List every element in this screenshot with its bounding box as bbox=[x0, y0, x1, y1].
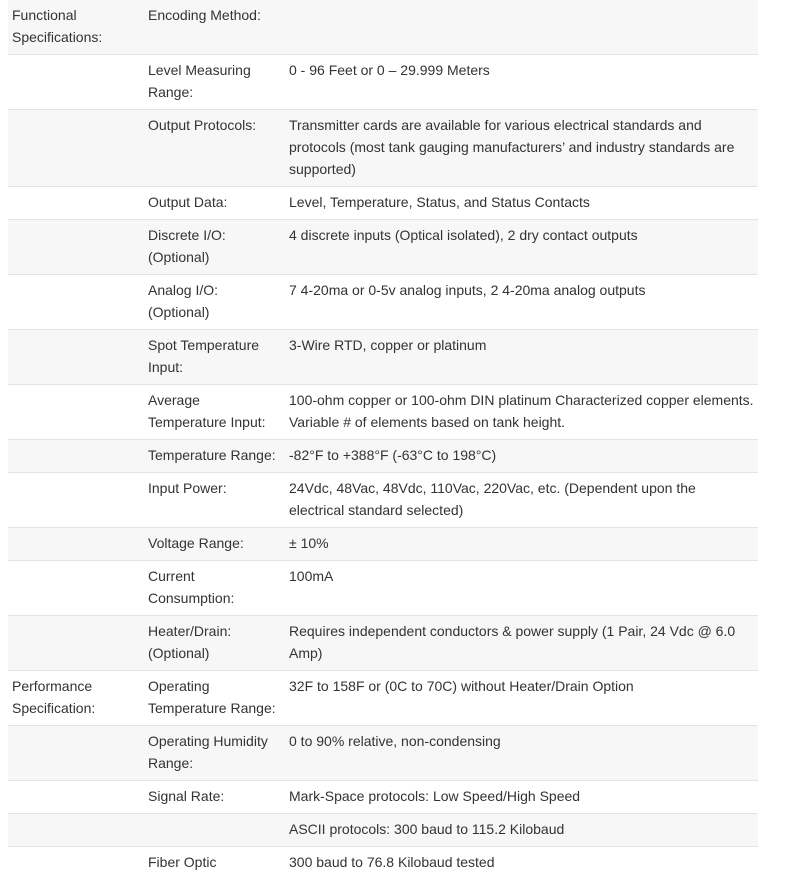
specifications-table bbox=[8, 0, 758, 872]
section-label bbox=[8, 110, 144, 187]
spec-value: 4 discrete inputs (Optical isolated), 2 dry contact outputs bbox=[285, 220, 758, 275]
table-row bbox=[8, 616, 758, 671]
spec-value: 300 baud to 76.8 Kilobaud tested bbox=[285, 847, 758, 872]
section-label bbox=[8, 814, 144, 847]
spec-value: 32F to 158F or (0C to 70C) without Heater/Drain Option bbox=[285, 671, 758, 726]
table-row bbox=[8, 726, 758, 781]
spec-value: Mark-Space protocols: Low Speed/High Speed bbox=[285, 781, 758, 814]
spec-label: Operating Temperature Range: bbox=[144, 671, 285, 726]
section-label bbox=[8, 847, 144, 872]
table-row bbox=[8, 671, 758, 726]
table-row bbox=[8, 814, 758, 847]
table-row bbox=[8, 55, 758, 110]
section-label bbox=[8, 275, 144, 330]
spec-label: Spot Temperature Input: bbox=[144, 330, 285, 385]
section-label bbox=[8, 528, 144, 561]
table-row bbox=[8, 187, 758, 220]
table-row bbox=[8, 781, 758, 814]
spec-label: Current Consumption: bbox=[144, 561, 285, 616]
spec-label: Output Protocols: bbox=[144, 110, 285, 187]
spec-label: Analog I/O: (Optional) bbox=[144, 275, 285, 330]
spec-label: Discrete I/O: (Optional) bbox=[144, 220, 285, 275]
table-row bbox=[8, 330, 758, 385]
section-label bbox=[8, 616, 144, 671]
spec-value: ± 10% bbox=[285, 528, 758, 561]
spec-label: Operating Humidity Range: bbox=[144, 726, 285, 781]
spec-label: Temperature Range: bbox=[144, 440, 285, 473]
table-row bbox=[8, 440, 758, 473]
section-label: Functional Specifications: bbox=[8, 0, 144, 55]
table-row bbox=[8, 847, 758, 872]
spec-label: Signal Rate: bbox=[144, 781, 285, 814]
spec-value: 0 - 96 Feet or 0 – 29.999 Meters bbox=[285, 55, 758, 110]
spec-label: Voltage Range: bbox=[144, 528, 285, 561]
section-label bbox=[8, 220, 144, 275]
spec-label: Average Temperature Input: bbox=[144, 385, 285, 440]
spec-value: 24Vdc, 48Vac, 48Vdc, 110Vac, 220Vac, etc. (Dependent upon the electrical standard selected) bbox=[285, 473, 758, 528]
table-row bbox=[8, 561, 758, 616]
table-row bbox=[8, 385, 758, 440]
spec-label: Fiber Optic bbox=[144, 847, 285, 872]
table-row bbox=[8, 110, 758, 187]
section-label bbox=[8, 385, 144, 440]
spec-label: Encoding Method: bbox=[144, 0, 285, 55]
table-row bbox=[8, 528, 758, 561]
spec-value: 7 4-20ma or 0-5v analog inputs, 2 4-20ma analog outputs bbox=[285, 275, 758, 330]
spec-label: Output Data: bbox=[144, 187, 285, 220]
spec-value: Requires independent conductors & power supply (1 Pair, 24 Vdc @ 6.0 Amp) bbox=[285, 616, 758, 671]
spec-label: Input Power: bbox=[144, 473, 285, 528]
spec-value bbox=[285, 0, 758, 55]
spec-value: 3-Wire RTD, copper or platinum bbox=[285, 330, 758, 385]
section-label bbox=[8, 726, 144, 781]
table-row bbox=[8, 0, 758, 55]
section-label: Performance Specification: bbox=[8, 671, 144, 726]
spec-value: Level, Temperature, Status, and Status Contacts bbox=[285, 187, 758, 220]
table-row bbox=[8, 220, 758, 275]
spec-value: 0 to 90% relative, non-condensing bbox=[285, 726, 758, 781]
section-label bbox=[8, 55, 144, 110]
spec-value: Transmitter cards are available for various electrical standards and protocols (most tank gauging manufacturers’ and industry standards are supported) bbox=[285, 110, 758, 187]
table-row bbox=[8, 275, 758, 330]
spec-label: Level Measuring Range: bbox=[144, 55, 285, 110]
section-label bbox=[8, 781, 144, 814]
section-label bbox=[8, 187, 144, 220]
spec-value: 100-ohm copper or 100-ohm DIN platinum Characterized copper elements. Variable # of elements based on tank height. bbox=[285, 385, 758, 440]
section-label bbox=[8, 440, 144, 473]
section-label bbox=[8, 561, 144, 616]
spec-label bbox=[144, 814, 285, 847]
spec-label: Heater/Drain: (Optional) bbox=[144, 616, 285, 671]
section-label bbox=[8, 473, 144, 528]
section-label bbox=[8, 330, 144, 385]
spec-value: -82°F to +388°F (-63°C to 198°C) bbox=[285, 440, 758, 473]
spec-value: 100mA bbox=[285, 561, 758, 616]
table-row bbox=[8, 473, 758, 528]
spec-value: ASCII protocols: 300 baud to 115.2 Kilobaud bbox=[285, 814, 758, 847]
